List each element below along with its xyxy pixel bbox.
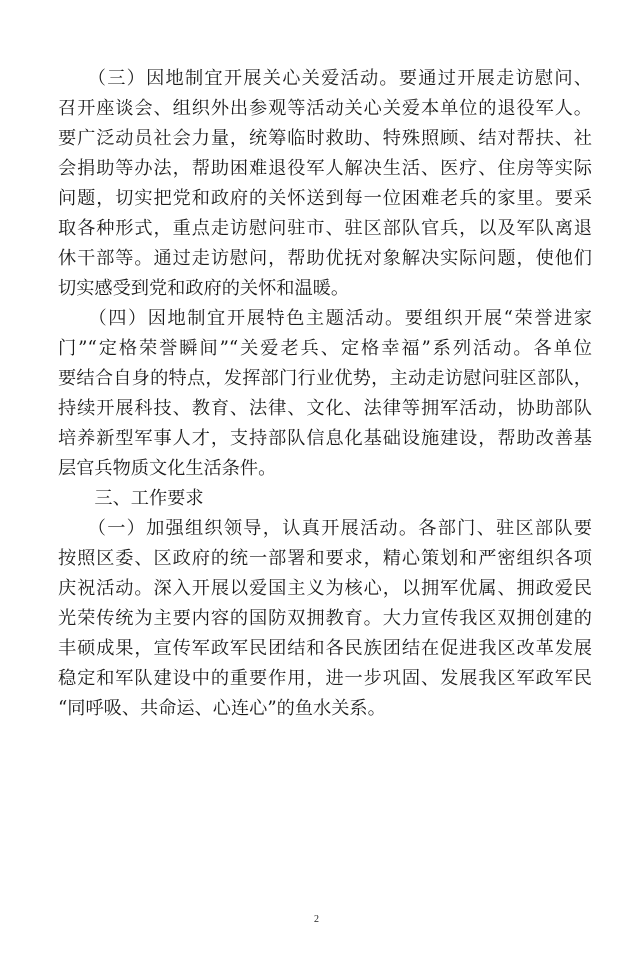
page-number: 2 (314, 914, 319, 925)
text-line: 取各种形式，重点走访慰问驻市、驻区部队官兵，以及军队离退 (58, 218, 592, 239)
text-line: （三）因地制宜开展关心关爱活动。要通过开展走访慰问、 (58, 68, 592, 89)
text-line: 庆祝活动。深入开展以爱国主义为核心，以拥军优属、拥政爱民 (58, 578, 592, 599)
text-line: 持续开展科技、教育、法律、文化、法律等拥军活动，协助部队 (58, 398, 592, 419)
text-line: （四）因地制宜开展特色主题活动。要组织开展“荣誉进家 (58, 308, 592, 329)
text-line: 要广泛动员社会力量，统筹临时救助、特殊照顾、结对帮扶、社 (58, 128, 592, 149)
text-line: 切实感受到党和政府的关怀和温暖。 (58, 278, 350, 299)
text-line: 问题，切实把党和政府的关怀送到每一位困难老兵的家里。要采 (58, 188, 592, 209)
text-line: 按照区委、区政府的统一部署和要求，精心策划和严密组织各项 (58, 548, 592, 569)
document-body (58, 64, 592, 724)
text-line: 稳定和军队建设中的重要作用，进一步巩固、发展我区军政军民 (58, 668, 592, 689)
text-line: 会捐助等办法，帮助困难退役军人解决生活、医疗、住房等实际 (58, 158, 592, 179)
text-line: 光荣传统为主要内容的国防双拥教育。大力宣传我区双拥创建的 (58, 608, 592, 629)
text-line: 层官兵物质文化生活条件。 (58, 458, 277, 479)
text-line: 要结合自身的特点，发挥部门行业优势，主动走访慰问驻区部队， (58, 368, 592, 389)
text-line: 召开座谈会、组织外出参观等活动关心关爱本单位的退役军人。 (58, 98, 592, 119)
text-line: 三、工作要求 (58, 488, 204, 509)
text-line: 门”“定格荣誉瞬间”“关爱老兵、定格幸福”系列活动。各单位 (58, 338, 592, 359)
text-line: 培养新型军事人才，支持部队信息化基础设施建设，帮助改善基 (58, 428, 592, 449)
text-line: 休干部等。通过走访慰问，帮助优抚对象解决实际问题，使他们 (58, 248, 592, 269)
text-line: “同呼吸、共命运、心连心”的鱼水关系。 (58, 698, 386, 719)
text-line: 丰硕成果，宣传军政军民团结和各民族团结在促进我区改革发展 (58, 638, 592, 659)
text-line: （一）加强组织领导，认真开展活动。各部门、驻区部队要 (58, 518, 592, 539)
